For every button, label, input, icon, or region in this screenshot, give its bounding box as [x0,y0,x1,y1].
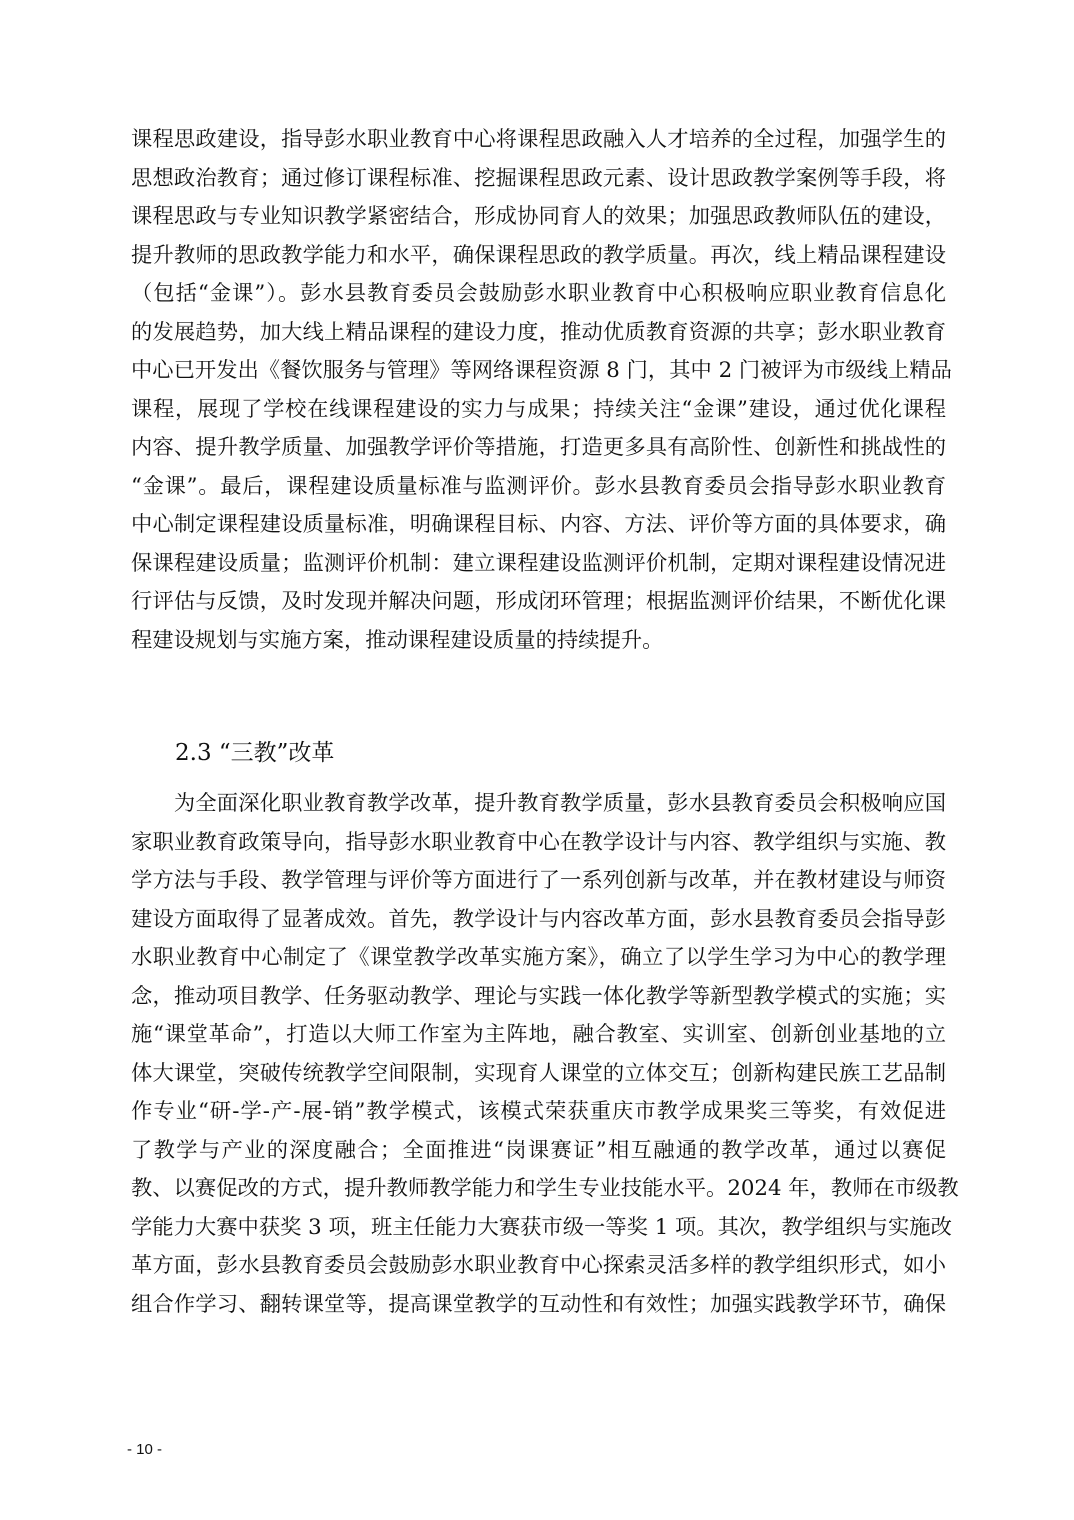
text-line: 保课程建设质量；监测评价机制：建立课程建设监测评价机制，定期对课程建设情况进 [131,550,946,576]
text-line: （包括“金课”）。彭水县教育委员会鼓励彭水职业教育中心积极响应职业教育信息化 [131,281,946,306]
text-line: 提升教师的思政教学能力和水平，确保课程思政的教学质量。再次，线上精品课程建设 [131,242,946,268]
text-line: 革方面，彭水县教育委员会鼓励彭水职业教育中心探索灵活多样的教学组织形式，如小 [131,1253,946,1278]
text-line: 的发展趋势，加大线上精品课程的建设力度，推动优质教育资源的共享；彭水职业教育 [131,319,946,345]
body-paragraph [131,121,952,660]
text-line: 水职业教育中心制定了《课堂教学改革实施方案》，确立了以学生学习为中心的教学理 [131,945,946,970]
text-line: 了教学与产业的深度融合；全面推进“岗课赛证”相互融通的教学改革，通过以赛促 [131,1137,946,1163]
section-heading: 2.3 “三教”改革 [175,740,335,766]
text-line: 课程思政建设，指导彭水职业教育中心将课程思政融入人才培养的全过程，加强学生的 [131,127,946,152]
page-number: - 10 - [127,1441,163,1458]
text-line: 为全面深化职业教育教学改革，提升教育教学质量，彭水县教育委员会积极响应国 [131,791,946,816]
text-line: 教、以赛促改的方式，提升教师教学能力和学生专业技能水平。2024 年，教师在市级教 [131,1176,959,1201]
text-line: 程建设规划与实施方案，推动课程建设质量的持续提升。 [131,627,664,653]
text-line: 施“课堂革命”，打造以大师工作室为主阵地，融合教室、实训室、创新创业基地的立 [131,1022,946,1047]
text-line: 课程思政与专业知识教学紧密结合，形成协同育人的效果；加强思政教师队伍的建设， [131,204,946,229]
text-line: 家职业教育政策导向，指导彭水职业教育中心在教学设计与内容、教学组织与实施、教 [131,829,946,855]
text-line: 建设方面取得了显著成效。首先，教学设计与内容改革方面，彭水县教育委员会指导彭 [131,906,946,932]
text-line: 课程，展现了学校在线课程建设的实力与成果；持续关注“金课”建设，通过优化课程 [131,396,946,422]
text-line: 思想政治教育；通过修订课程标准、挖掘课程思政元素、设计思政教学案例等手段，将 [131,165,946,191]
text-line: 念，推动项目教学、任务驱动教学、理论与实践一体化教学等新型教学模式的实施；实 [131,983,946,1009]
text-line: 体大课堂，突破传统教学空间限制，实现育人课堂的立体交互；创新构建民族工艺品制 [131,1060,946,1086]
text-line: 内容、提升教学质量、加强教学评价等措施，打造更多具有高阶性、创新性和挑战性的 [131,435,946,460]
text-line: 中心制定课程建设质量标准，明确课程目标、内容、方法、评价等方面的具体要求，确 [131,512,946,537]
text-line: 作专业“研-学-产-展-销”教学模式，该模式荣获重庆市教学成果奖三等奖，有效促进 [131,1099,946,1124]
text-line: 中心已开发出《餐饮服务与管理》等网络课程资源 8 门，其中 2 门被评为市级线上精品 [131,358,952,383]
text-line: “金课”。最后，课程建设质量标准与监测评价。彭水县教育委员会指导彭水职业教育 [131,473,946,499]
text-line: 行评估与反馈，及时发现并解决问题，形成闭环管理；根据监测评价结果，不断优化课 [131,589,946,614]
text-line: 学能力大赛中获奖 3 项，班主任能力大赛获市级一等奖 1 项。其次，教学组织与实施改 [131,1214,952,1240]
text-line: 组合作学习、翻转课堂等，提高课堂教学的互动性和有效性；加强实践教学环节，确保 [131,1291,946,1317]
body-paragraph [131,785,959,1324]
text-line: 学方法与手段、教学管理与评价等方面进行了一系列创新与改革，并在教材建设与师资 [131,868,946,893]
